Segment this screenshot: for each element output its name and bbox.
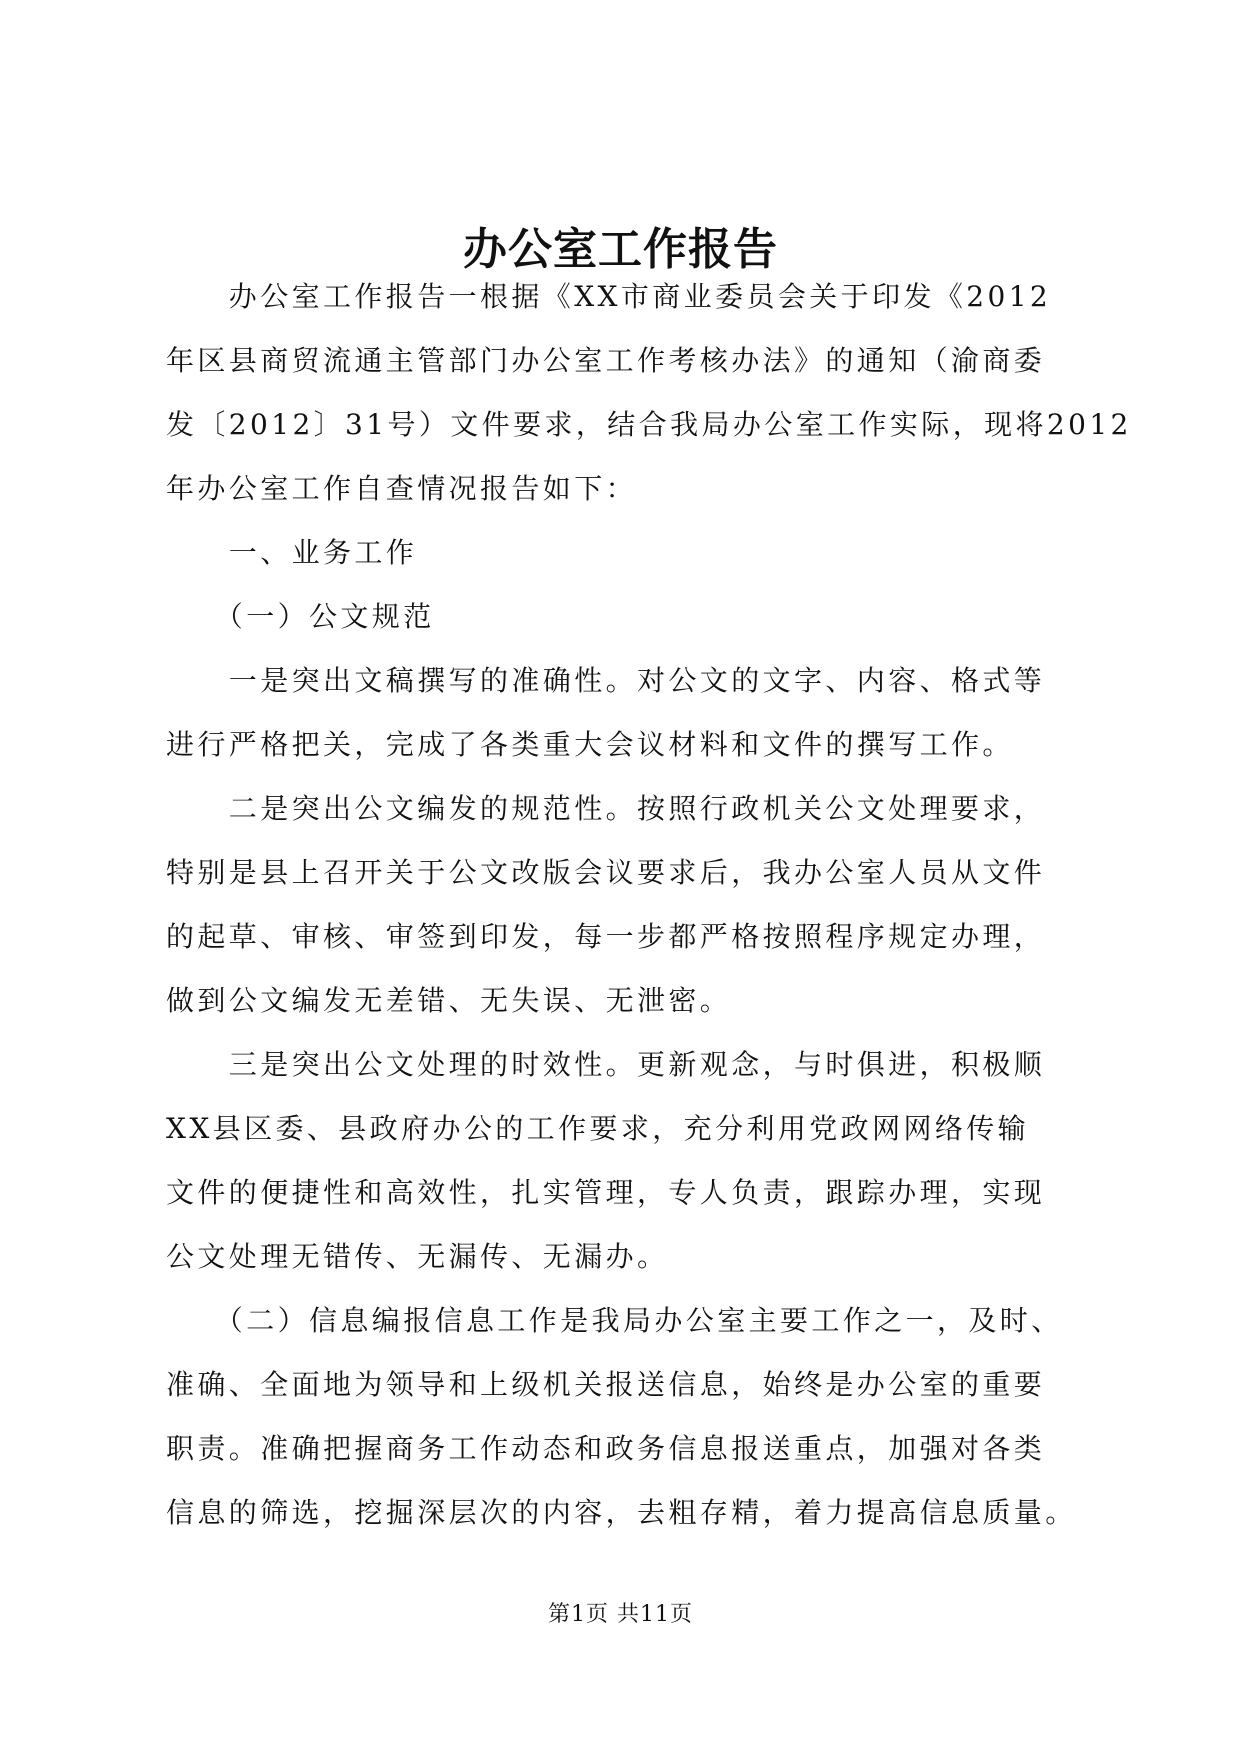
body-line: 二是突出公文编发的规范性。按照行政机关公文处理要求， <box>166 792 1046 825</box>
body-line: 三是突出公文处理的时效性。更新观念，与时俱进，积极顺 <box>166 1048 1046 1081</box>
body-line: XX县区委、县政府办公的工作要求，充分利用党政网网络传输 <box>166 1112 1030 1145</box>
page-number-footer: 第1页 共11页 <box>548 1602 693 1627</box>
body-line: 的起草、审核、审签到印发，每一步都严格按照程序规定办理， <box>166 920 1046 953</box>
body-line: 职责。准确把握商务工作动态和政务信息报送重点，加强对各类 <box>166 1432 1046 1465</box>
body-line: 文件的便捷性和高效性，扎实管理，专人负责，跟踪办理，实现 <box>166 1176 1046 1209</box>
body-line: 特别是县上召开关于公文改版会议要求后，我办公室人员从文件 <box>166 856 1046 889</box>
body-line: 做到公文编发无差错、无失误、无泄密。 <box>166 984 732 1017</box>
body-line: 一是突出文稿撰写的准确性。对公文的文字、内容、格式等 <box>166 664 1046 697</box>
body-line: 办公室工作报告一根据《XX市商业委员会关于印发《2012 <box>166 280 1052 313</box>
body-line: 年办公室工作自查情况报告如下： <box>166 472 638 505</box>
body-line: 准确、全面地为领导和上级机关报送信息，始终是办公室的重要 <box>166 1368 1046 1401</box>
body-line: 信息的筛选，挖掘深层次的内容，去粗存精，着力提高信息质量。 <box>166 1496 1077 1529</box>
body-line: （二）信息编报信息工作是我局办公室主要工作之一，及时、 <box>166 1304 1063 1337</box>
subsection-heading: （一）公文规范 <box>166 600 435 633</box>
document-body <box>166 265 1132 1545</box>
body-line: 发〔2012〕31号）文件要求，结合我局办公室工作实际，现将2012 <box>166 408 1132 441</box>
body-line: 公文处理无错传、无漏传、无漏办。 <box>166 1240 669 1273</box>
body-line: 年区县商贸流通主管部门办公室工作考核办法》的通知（渝商委 <box>166 344 1046 377</box>
section-heading: 一、业务工作 <box>166 536 418 569</box>
document-title: 办公室工作报告 <box>463 224 778 275</box>
body-line: 进行严格把关，完成了各类重大会议材料和文件的撰写工作。 <box>166 728 1014 761</box>
